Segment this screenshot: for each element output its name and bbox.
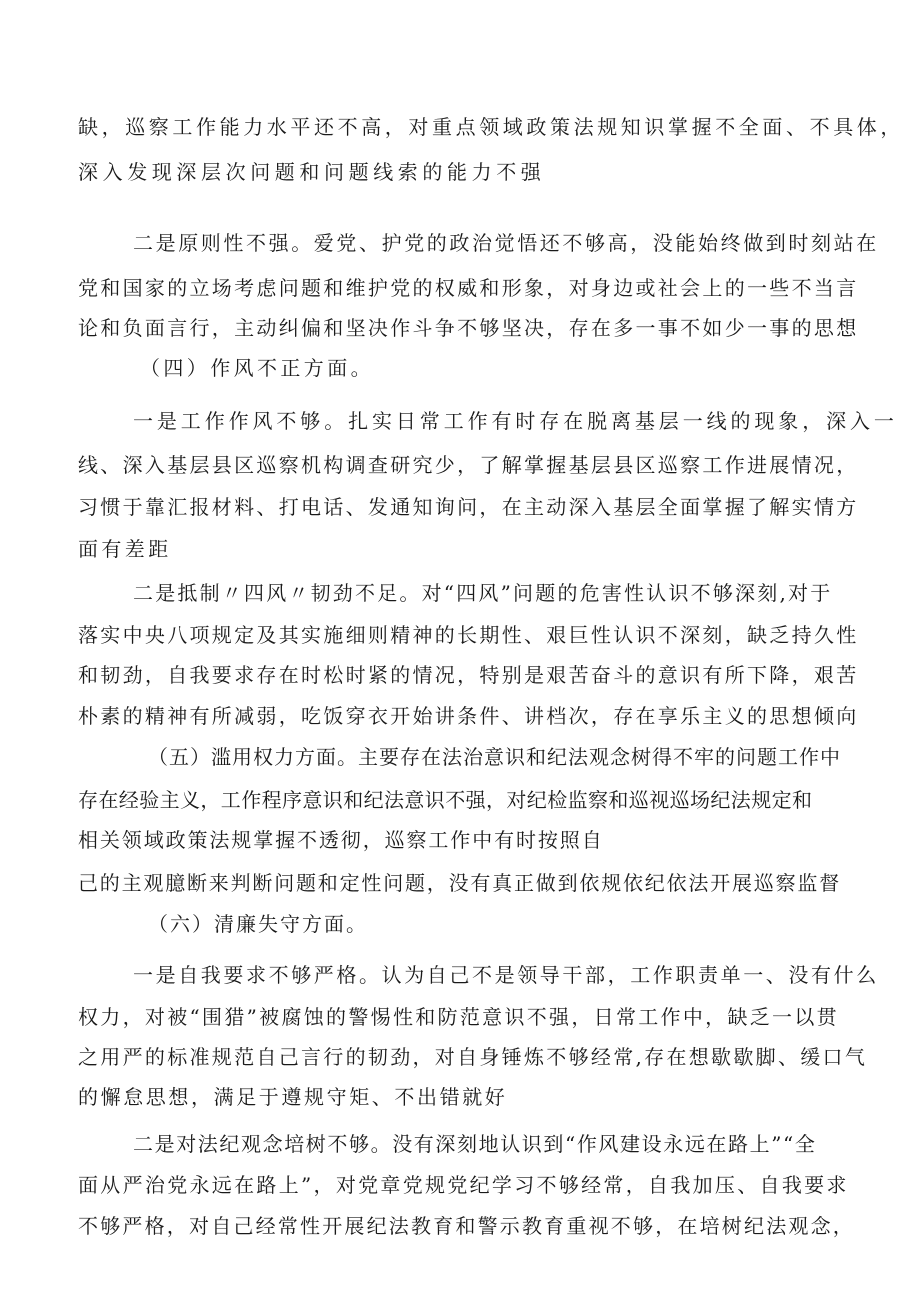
text-line: 权力，对被“围猎”被腐蚀的警惕性和防范意识不强，日常工作中，缺乏一以贯: [78, 1005, 839, 1029]
text-line: 深入发现深层次问题和问题线索的能力不强: [78, 160, 546, 184]
text-line: 二是原则性不强。爱党、护党的政治觉悟还不够高，没能始终做到时刻站在: [133, 231, 879, 255]
text-line: 二是抵制〃四风〃韧劲不足。对“四风”问题的危害性认识不够深刻,对于: [133, 581, 833, 605]
text-line: 面从严治党永远在路上”，对党章党规党纪学习不够经常，自我加压、自我要求: [78, 1173, 849, 1197]
text-line: 一是工作作风不够。扎实日常工作有时存在脱离基层一线的现象，深入一: [133, 409, 898, 433]
text-line: 和韧劲，自我要求存在时松时紧的情况，特别是艰苦奋斗的意识有所下降，艰苦: [78, 663, 859, 687]
text-line: 之用严的标准规范自己言行的韧劲，对自身锤炼不够经常,存在想歇歇脚、缓口气: [78, 1045, 868, 1069]
section-heading: （五）滥用权力方面。主要存在法治意识和纪法观念树得不牢的问题工作中: [148, 745, 841, 769]
text-line: 的懈怠思想，满足于遵规守矩、不出错就好: [78, 1085, 508, 1109]
text-line: 己的主观臆断来判断问题和定性问题，没有真正做到依规依纪依法开展巡察监督: [78, 871, 841, 895]
text-line: 党和国家的立场考虑问题和维护党的权威和形象，对身边或社会上的一些不当言: [78, 276, 859, 300]
text-line: 线、深入基层县区巡察机构调查研究少，了解掌握基层县区巡察工作进展情况，: [78, 453, 859, 477]
text-line: 面有差距: [78, 537, 172, 561]
section-heading: （四）作风不正方面。: [140, 356, 374, 380]
text-line: 一是自我要求不够严格。认为自己不是领导干部，工作职责单一、没有什么: [133, 963, 879, 987]
text-line: 朴素的精神有所减弱，吃饭穿衣开始讲条件、讲档次，存在享乐主义的思想倾向: [78, 704, 859, 728]
text-line: 缺，巡察工作能力水平还不高，对重点领域政策法规知识掌握不全面、不具体，: [78, 115, 904, 139]
text-line: 不够严格，对自己经常性开展纪法教育和警示教育重视不够，在培树纪法观念，: [78, 1214, 855, 1238]
text-line: 论和负面言行，主动纠偏和坚决作斗争不够坚决，存在多一事不如少一事的思想: [78, 316, 859, 340]
text-line: 相关领域政策法规掌握不透彻，巡察工作中有时按照自: [78, 828, 604, 852]
section-heading: （六）清廉失守方面。: [148, 912, 368, 936]
text-line: 落实中央八项规定及其实施细则精神的长期性、艰巨性认识不深刻，缺乏持久性: [78, 623, 859, 647]
text-line: 二是对法纪观念培树不够。没有深刻地认识到“作风建设永远在路上”“全: [133, 1132, 817, 1156]
text-line: 习惯于靠汇报材料、打电话、发通知询问，在主动深入基层全面掌握了解实情方: [78, 495, 859, 519]
text-line: 存在经验主义，工作程序意识和纪法意识不强，对纪检监察和巡视巡场纪法规定和: [78, 788, 813, 812]
